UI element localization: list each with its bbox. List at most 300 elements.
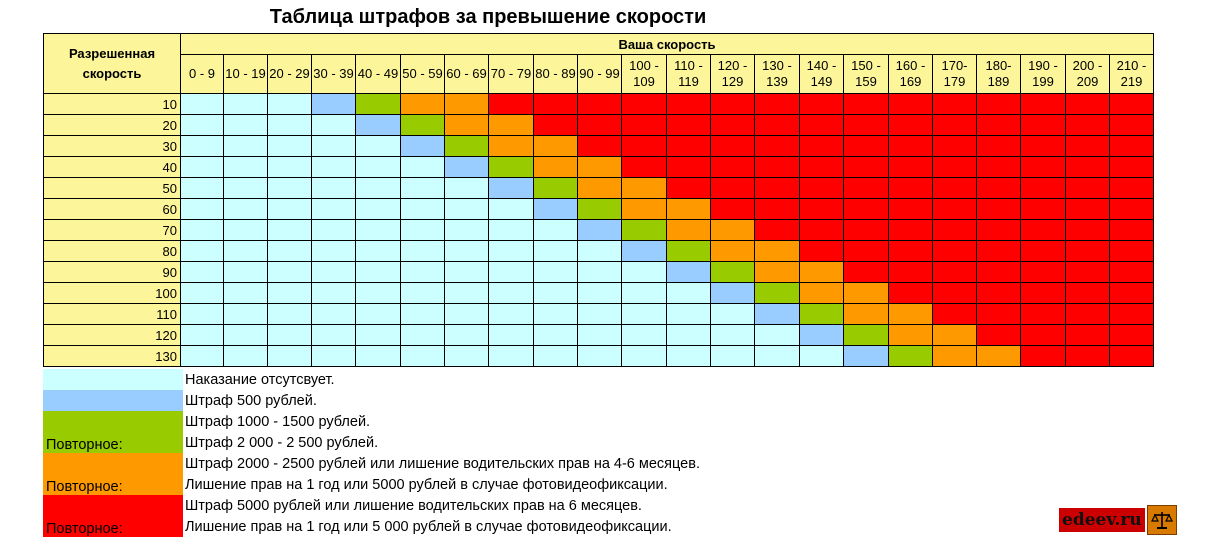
penalty-cell [224, 94, 268, 115]
penalty-cell [844, 241, 889, 262]
penalty-cell [578, 262, 622, 283]
penalty-cell [933, 283, 977, 304]
allowed-speed-header: Разрешенная скорость [44, 34, 181, 94]
penalty-cell [534, 115, 578, 136]
allowed-speed-cell: 60 [44, 199, 181, 220]
penalty-cell [489, 178, 534, 199]
penalty-cell [268, 199, 312, 220]
legend-row [43, 474, 700, 495]
penalty-cell [755, 178, 800, 199]
speed-range-header: 160 - 169 [889, 55, 933, 94]
penalty-cell [356, 115, 401, 136]
penalty-cell [268, 325, 312, 346]
penalty-cell [933, 136, 977, 157]
penalty-cell [711, 115, 755, 136]
penalty-cell [356, 241, 401, 262]
penalty-cell [800, 220, 844, 241]
penalty-cell [933, 178, 977, 199]
legend-row [43, 390, 700, 411]
penalty-cell [667, 157, 711, 178]
allowed-speed-cell: 80 [44, 241, 181, 262]
penalty-cell [933, 325, 977, 346]
legend-swatch [43, 411, 183, 432]
penalty-cell [401, 136, 445, 157]
penalty-cell [622, 157, 667, 178]
penalty-cell [711, 178, 755, 199]
speed-range-header: 80 - 89 [534, 55, 578, 94]
speed-range-header: 100 - 109 [622, 55, 667, 94]
speed-range-header: 10 - 19 [224, 55, 268, 94]
penalty-cell [534, 283, 578, 304]
penalty-cell [933, 220, 977, 241]
penalty-cell [356, 94, 401, 115]
penalty-cell [268, 304, 312, 325]
speed-range-header: 30 - 39 [312, 55, 356, 94]
penalty-cell [844, 304, 889, 325]
penalty-cell [489, 241, 534, 262]
penalty-cell [1110, 241, 1154, 262]
penalty-cell [889, 115, 933, 136]
penalty-cell [667, 304, 711, 325]
penalty-cell [1066, 262, 1110, 283]
penalty-cell [844, 115, 889, 136]
penalty-cell [401, 94, 445, 115]
penalty-cell [1021, 199, 1066, 220]
penalty-cell [1110, 178, 1154, 199]
penalty-cell [489, 136, 534, 157]
penalty-cell [711, 304, 755, 325]
penalty-cell [401, 325, 445, 346]
penalty-cell [445, 94, 489, 115]
penalty-cell [401, 178, 445, 199]
table-row [44, 157, 1154, 178]
penalty-cell [667, 178, 711, 199]
allowed-speed-cell: 110 [44, 304, 181, 325]
penalty-cell [1066, 304, 1110, 325]
speed-range-header: 200 - 209 [1066, 55, 1110, 94]
penalty-cell [844, 325, 889, 346]
allowed-speed-cell: 10 [44, 94, 181, 115]
penalty-cell [667, 115, 711, 136]
penalty-cell [268, 136, 312, 157]
penalty-cell [1110, 136, 1154, 157]
penalty-cell [844, 262, 889, 283]
penalty-cell [578, 304, 622, 325]
speed-range-header: 90 - 99 [578, 55, 622, 94]
penalty-cell [622, 283, 667, 304]
speed-range-header: 70 - 79 [489, 55, 534, 94]
penalty-cell [578, 325, 622, 346]
penalty-cell [489, 94, 534, 115]
speed-range-header: 170- 179 [933, 55, 977, 94]
penalty-cell [667, 325, 711, 346]
speed-range-header: 60 - 69 [445, 55, 489, 94]
penalty-cell [622, 304, 667, 325]
fines-table [43, 33, 1154, 367]
penalty-cell [844, 346, 889, 367]
penalty-cell [534, 157, 578, 178]
penalty-cell [445, 283, 489, 304]
table-row [44, 94, 1154, 115]
penalty-cell [224, 283, 268, 304]
penalty-cell [800, 115, 844, 136]
penalty-cell [755, 325, 800, 346]
penalty-cell [1066, 199, 1110, 220]
penalty-cell [711, 94, 755, 115]
penalty-cell [800, 157, 844, 178]
penalty-cell [622, 94, 667, 115]
penalty-cell [755, 157, 800, 178]
penalty-cell [1021, 304, 1066, 325]
penalty-cell [622, 199, 667, 220]
penalty-cell [312, 304, 356, 325]
penalty-cell [755, 199, 800, 220]
penalty-cell [401, 220, 445, 241]
penalty-cell [445, 136, 489, 157]
legend-text: Штраф 1000 - 1500 рублей. [185, 413, 371, 430]
penalty-cell [224, 157, 268, 178]
penalty-cell [933, 304, 977, 325]
speed-range-header: 140 - 149 [800, 55, 844, 94]
penalty-cell [578, 115, 622, 136]
penalty-cell [1110, 346, 1154, 367]
penalty-cell [889, 241, 933, 262]
penalty-cell [844, 157, 889, 178]
penalty-cell [534, 325, 578, 346]
penalty-cell [356, 220, 401, 241]
legend-text: Лишение прав на 1 год или 5000 рублей в случае фотовидеофиксации. [185, 476, 668, 493]
legend-text: Штраф 5000 рублей или лишение водительских прав на 6 месяцев. [185, 497, 642, 514]
penalty-cell [800, 241, 844, 262]
penalty-cell [889, 304, 933, 325]
penalty-cell [844, 283, 889, 304]
penalty-cell [534, 136, 578, 157]
allowed-speed-cell: 130 [44, 346, 181, 367]
penalty-cell [356, 325, 401, 346]
penalty-cell [844, 199, 889, 220]
legend-row [43, 369, 700, 390]
penalty-cell [489, 157, 534, 178]
penalty-cell [181, 199, 224, 220]
penalty-cell [889, 325, 933, 346]
legend-row [43, 453, 700, 474]
speed-range-header: 130 - 139 [755, 55, 800, 94]
penalty-cell [667, 94, 711, 115]
penalty-cell [181, 283, 224, 304]
penalty-cell [800, 346, 844, 367]
penalty-cell [224, 304, 268, 325]
penalty-cell [224, 346, 268, 367]
penalty-cell [1021, 283, 1066, 304]
site-logo[interactable] [1059, 505, 1177, 535]
penalty-cell [889, 136, 933, 157]
penalty-cell [268, 94, 312, 115]
penalty-cell [711, 157, 755, 178]
penalty-cell [889, 199, 933, 220]
penalty-cell [977, 262, 1021, 283]
penalty-cell [622, 115, 667, 136]
penalty-cell [224, 115, 268, 136]
penalty-cell [711, 241, 755, 262]
penalty-cell [224, 199, 268, 220]
penalty-cell [181, 220, 224, 241]
penalty-cell [977, 346, 1021, 367]
penalty-cell [889, 346, 933, 367]
penalty-cell [268, 346, 312, 367]
penalty-cell [312, 94, 356, 115]
penalty-cell [181, 304, 224, 325]
penalty-cell [181, 94, 224, 115]
table-row [44, 241, 1154, 262]
penalty-cell [356, 136, 401, 157]
penalty-cell [534, 178, 578, 199]
penalty-cell [844, 220, 889, 241]
penalty-cell [889, 283, 933, 304]
penalty-cell [181, 157, 224, 178]
penalty-cell [401, 283, 445, 304]
penalty-cell [312, 178, 356, 199]
penalty-cell [755, 94, 800, 115]
penalty-cell [622, 136, 667, 157]
penalty-cell [933, 199, 977, 220]
penalty-cell [977, 325, 1021, 346]
speed-range-header: 180- 189 [977, 55, 1021, 94]
penalty-cell [800, 94, 844, 115]
penalty-cell [534, 304, 578, 325]
penalty-cell [1066, 115, 1110, 136]
table-row [44, 283, 1154, 304]
penalty-cell [711, 220, 755, 241]
penalty-cell [977, 304, 1021, 325]
penalty-cell [667, 199, 711, 220]
penalty-cell [933, 262, 977, 283]
legend-swatch [43, 453, 183, 474]
speed-range-header: 20 - 29 [268, 55, 312, 94]
penalty-cell [489, 262, 534, 283]
penalty-cell [312, 346, 356, 367]
penalty-cell [181, 262, 224, 283]
penalty-cell [1110, 94, 1154, 115]
penalty-cell [800, 325, 844, 346]
penalty-cell [977, 241, 1021, 262]
legend-row [43, 432, 700, 453]
legend-text: Штраф 2 000 - 2 500 рублей. [185, 434, 379, 451]
penalty-cell [1066, 157, 1110, 178]
penalty-cell [578, 220, 622, 241]
penalty-cell [977, 220, 1021, 241]
penalty-cell [356, 157, 401, 178]
legend-swatch: Повторное: [43, 516, 183, 537]
penalty-cell [534, 220, 578, 241]
penalty-cell [1021, 346, 1066, 367]
penalty-cell [489, 346, 534, 367]
penalty-cell [889, 157, 933, 178]
penalty-cell [1110, 220, 1154, 241]
table-row [44, 346, 1154, 367]
penalty-cell [1110, 262, 1154, 283]
penalty-cell [1021, 241, 1066, 262]
table-row [44, 178, 1154, 199]
penalty-cell [755, 304, 800, 325]
penalty-cell [667, 346, 711, 367]
legend-swatch [43, 369, 183, 390]
penalty-cell [489, 325, 534, 346]
penalty-cell [755, 346, 800, 367]
penalty-cell [622, 262, 667, 283]
penalty-cell [181, 136, 224, 157]
penalty-cell [445, 220, 489, 241]
penalty-cell [356, 283, 401, 304]
penalty-cell [933, 241, 977, 262]
penalty-cell [1066, 283, 1110, 304]
penalty-cell [224, 220, 268, 241]
penalty-cell [401, 346, 445, 367]
penalty-cell [268, 220, 312, 241]
table-row [44, 304, 1154, 325]
table-row [44, 136, 1154, 157]
penalty-cell [755, 136, 800, 157]
penalty-cell [181, 325, 224, 346]
penalty-cell [445, 262, 489, 283]
penalty-cell [1110, 157, 1154, 178]
penalty-cell [181, 346, 224, 367]
penalty-cell [534, 94, 578, 115]
penalty-cell [312, 199, 356, 220]
penalty-cell [977, 283, 1021, 304]
penalty-cell [800, 199, 844, 220]
legend-text: Лишение прав на 1 год или 5 000 рублей в случае фотовидеофиксации. [185, 518, 672, 535]
penalty-cell [312, 115, 356, 136]
penalty-cell [1021, 157, 1066, 178]
penalty-cell [622, 325, 667, 346]
penalty-cell [755, 241, 800, 262]
penalty-cell [489, 199, 534, 220]
penalty-cell [1066, 220, 1110, 241]
speed-range-header: 40 - 49 [356, 55, 401, 94]
penalty-cell [711, 283, 755, 304]
scales-icon [1147, 505, 1177, 535]
legend-row [43, 516, 700, 537]
penalty-cell [755, 283, 800, 304]
penalty-cell [667, 283, 711, 304]
allowed-speed-cell: 120 [44, 325, 181, 346]
penalty-cell [224, 136, 268, 157]
legend-swatch: Повторное: [43, 432, 183, 453]
penalty-cell [312, 262, 356, 283]
penalty-cell [268, 157, 312, 178]
allowed-speed-cell: 50 [44, 178, 181, 199]
penalty-cell [977, 94, 1021, 115]
penalty-cell [445, 346, 489, 367]
penalty-cell [711, 136, 755, 157]
penalty-cell [711, 325, 755, 346]
penalty-cell [181, 115, 224, 136]
penalty-cell [445, 157, 489, 178]
penalty-cell [445, 178, 489, 199]
penalty-cell [1110, 325, 1154, 346]
penalty-cell [268, 115, 312, 136]
legend-swatch [43, 495, 183, 516]
penalty-cell [534, 262, 578, 283]
penalty-cell [445, 115, 489, 136]
penalty-cell [401, 262, 445, 283]
penalty-cell [1066, 178, 1110, 199]
penalty-cell [1110, 283, 1154, 304]
penalty-cell [933, 115, 977, 136]
penalty-cell [578, 94, 622, 115]
speed-range-header: 50 - 59 [401, 55, 445, 94]
penalty-cell [268, 283, 312, 304]
penalty-cell [711, 346, 755, 367]
penalty-cell [268, 178, 312, 199]
allowed-speed-cell: 30 [44, 136, 181, 157]
legend-row [43, 495, 700, 516]
penalty-cell [1066, 346, 1110, 367]
penalty-cell [844, 178, 889, 199]
speed-range-header: 150 - 159 [844, 55, 889, 94]
penalty-cell [1110, 199, 1154, 220]
penalty-cell [889, 178, 933, 199]
penalty-cell [977, 136, 1021, 157]
legend [43, 369, 700, 537]
penalty-cell [889, 94, 933, 115]
penalty-cell [578, 241, 622, 262]
penalty-cell [667, 220, 711, 241]
penalty-cell [356, 178, 401, 199]
penalty-cell [755, 220, 800, 241]
penalty-cell [1066, 94, 1110, 115]
penalty-cell [578, 136, 622, 157]
penalty-cell [889, 262, 933, 283]
penalty-cell [844, 136, 889, 157]
table-row [44, 199, 1154, 220]
table-row [44, 262, 1154, 283]
penalty-cell [844, 94, 889, 115]
penalty-cell [312, 157, 356, 178]
penalty-cell [1066, 325, 1110, 346]
penalty-cell [1021, 325, 1066, 346]
penalty-cell [1021, 94, 1066, 115]
penalty-cell [578, 283, 622, 304]
allowed-speed-cell: 100 [44, 283, 181, 304]
penalty-cell [489, 220, 534, 241]
penalty-cell [1110, 304, 1154, 325]
penalty-cell [534, 199, 578, 220]
penalty-cell [800, 283, 844, 304]
penalty-cell [1021, 136, 1066, 157]
penalty-cell [445, 199, 489, 220]
allowed-speed-cell: 20 [44, 115, 181, 136]
penalty-cell [445, 325, 489, 346]
penalty-cell [933, 157, 977, 178]
your-speed-header: Ваша скорость [181, 34, 1154, 55]
penalty-cell [312, 283, 356, 304]
penalty-cell [445, 241, 489, 262]
penalty-cell [268, 241, 312, 262]
penalty-cell [755, 115, 800, 136]
legend-text: Штраф 2000 - 2500 рублей или лишение водительских прав на 4-6 месяцев. [185, 455, 700, 472]
penalty-cell [977, 178, 1021, 199]
penalty-cell [445, 304, 489, 325]
penalty-cell [667, 262, 711, 283]
table-row [44, 115, 1154, 136]
penalty-cell [356, 262, 401, 283]
penalty-cell [1066, 136, 1110, 157]
legend-swatch [43, 390, 183, 411]
penalty-cell [977, 115, 1021, 136]
penalty-cell [356, 346, 401, 367]
table-row [44, 220, 1154, 241]
